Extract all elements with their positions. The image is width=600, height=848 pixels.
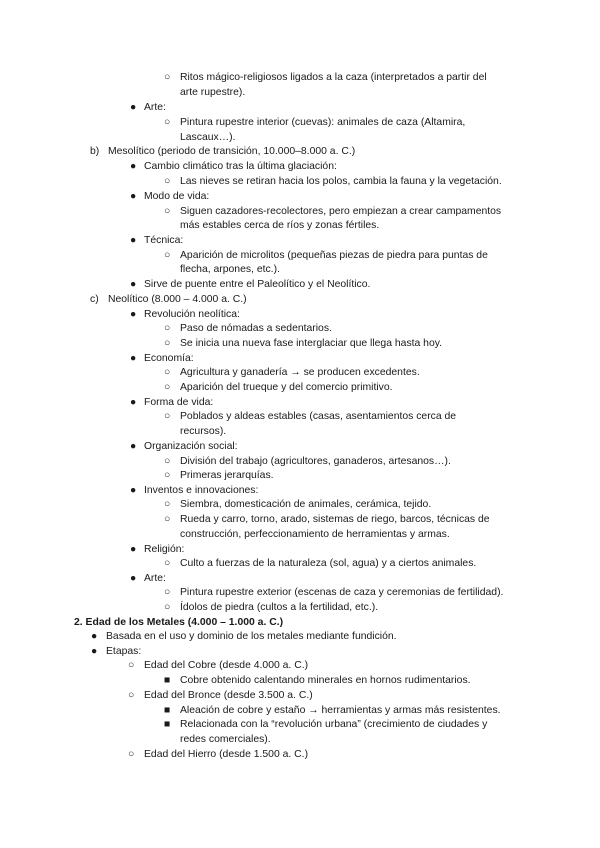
circle-bullet-icon: ○ xyxy=(164,382,171,393)
list-item: Arte: xyxy=(144,573,166,584)
list-item: Edad del Hierro (desde 1.500 a. C.) xyxy=(144,749,309,760)
section-heading: Mesolítico (periodo de transición, 10.000–8.000 a. C.) xyxy=(108,146,356,157)
list-item: Etapas: xyxy=(106,646,142,657)
square-bullet-icon: ■ xyxy=(164,675,171,686)
list-item: Se inicia una nueva fase interglaciar que llega hasta hoy. xyxy=(180,338,443,349)
disc-bullet-icon: ● xyxy=(130,191,137,202)
circle-bullet-icon: ○ xyxy=(128,660,135,671)
circle-bullet-icon: ○ xyxy=(164,456,171,467)
list-item: Organización social: xyxy=(144,441,238,452)
circle-bullet-icon: ○ xyxy=(164,514,171,525)
list-item-continuation: más estables cerca de ríos y zonas fértiles. xyxy=(180,220,380,231)
list-item: Técnica: xyxy=(144,235,184,246)
disc-bullet-icon: ● xyxy=(130,279,137,290)
list-item: Forma de vida: xyxy=(144,397,214,408)
list-item: Cobre obtenido calentando minerales en hornos rudimentarios. xyxy=(180,675,471,686)
list-item: Religión: xyxy=(144,544,185,555)
section-heading: Neolítico (8.000 – 4.000 a. C.) xyxy=(108,294,247,305)
circle-bullet-icon: ○ xyxy=(164,499,171,510)
list-item: Aparición de microlitos (pequeñas piezas de piedra para puntas de xyxy=(180,250,488,261)
list-item: Cambio climático tras la última glaciación: xyxy=(144,161,337,172)
list-item: Pintura rupestre interior (cuevas): animales de caza (Altamira, xyxy=(180,117,466,128)
list-item: Poblados y aldeas estables (casas, asentamientos cerca de xyxy=(180,411,457,422)
disc-bullet-icon: ● xyxy=(130,397,137,408)
list-item-continuation: redes comerciales). xyxy=(180,734,271,745)
list-item: Economía: xyxy=(144,353,194,364)
circle-bullet-icon: ○ xyxy=(128,749,135,760)
square-bullet-icon: ■ xyxy=(164,719,171,730)
circle-bullet-icon: ○ xyxy=(164,72,171,83)
list-item: Arte: xyxy=(144,102,166,113)
circle-bullet-icon: ○ xyxy=(164,411,171,422)
circle-bullet-icon: ○ xyxy=(164,470,171,481)
list-item: Sirve de puente entre el Paleolítico y el Neolítico. xyxy=(144,279,371,290)
list-item: División del trabajo (agricultores, ganaderos, artesanos…). xyxy=(180,456,451,467)
list-item: Basada en el uso y dominio de los metales mediante fundición. xyxy=(106,631,397,642)
list-item: Edad del Bronce (desde 3.500 a. C.) xyxy=(144,690,313,701)
circle-bullet-icon: ○ xyxy=(164,367,171,378)
circle-bullet-icon: ○ xyxy=(164,558,171,569)
circle-bullet-icon: ○ xyxy=(164,206,171,217)
list-item: Rueda y carro, torno, arado, sistemas de riego, barcos, técnicas de xyxy=(180,514,490,525)
list-item: Aparición del trueque y del comercio primitivo. xyxy=(180,382,393,393)
circle-bullet-icon: ○ xyxy=(164,250,171,261)
disc-bullet-icon: ● xyxy=(130,309,137,320)
list-item: Edad del Cobre (desde 4.000 a. C.) xyxy=(144,660,309,671)
list-item: Ritos mágico-religiosos ligados a la caza (interpretados a partir del xyxy=(180,72,487,83)
list-item: Siembra, domesticación de animales, cerámica, tejido. xyxy=(180,499,432,510)
disc-bullet-icon: ● xyxy=(91,631,98,642)
circle-bullet-icon: ○ xyxy=(164,323,171,334)
disc-bullet-icon: ● xyxy=(130,485,137,496)
list-item: Pintura rupestre exterior (escenas de caza y ceremonias de fertilidad). xyxy=(180,587,504,598)
list-item-continuation: arte rupestre). xyxy=(180,87,246,98)
disc-bullet-icon: ● xyxy=(130,544,137,555)
list-item-continuation: flecha, arpones, etc.). xyxy=(180,264,280,275)
list-item: Culto a fuerzas de la naturaleza (sol, agua) y a ciertos animales. xyxy=(180,558,477,569)
disc-bullet-icon: ● xyxy=(130,235,137,246)
list-item: Ídolos de piedra (cultos a la fertilidad, etc.). xyxy=(180,602,379,613)
list-item-continuation: construcción, perfeccionamiento de herramientas y armas. xyxy=(180,529,450,540)
circle-bullet-icon: ○ xyxy=(164,602,171,613)
disc-bullet-icon: ● xyxy=(91,646,98,657)
circle-bullet-icon: ○ xyxy=(164,176,171,187)
list-item: Inventos e innovaciones: xyxy=(144,485,259,496)
list-item: Las nieves se retiran hacia los polos, cambia la fauna y la vegetación. xyxy=(180,176,502,187)
list-item: Aleación de cobre y estaño → herramientas y armas más resistentes. xyxy=(180,705,501,716)
list-marker: c) xyxy=(90,294,99,305)
list-item: Paso de nómadas a sedentarios. xyxy=(180,323,332,334)
circle-bullet-icon: ○ xyxy=(164,338,171,349)
square-bullet-icon: ■ xyxy=(164,705,171,716)
circle-bullet-icon: ○ xyxy=(164,587,171,598)
list-item: Siguen cazadores-recolectores, pero empiezan a crear campamentos xyxy=(180,206,502,217)
disc-bullet-icon: ● xyxy=(130,161,137,172)
list-item: Modo de vida: xyxy=(144,191,210,202)
circle-bullet-icon: ○ xyxy=(128,690,135,701)
circle-bullet-icon: ○ xyxy=(164,117,171,128)
list-item-continuation: Lascaux…). xyxy=(180,132,236,143)
disc-bullet-icon: ● xyxy=(130,573,137,584)
list-marker: b) xyxy=(90,146,100,157)
list-item: Relacionada con la “revolución urbana” (crecimiento de ciudades y xyxy=(180,719,488,730)
list-item: Agricultura y ganadería → se producen excedentes. xyxy=(180,367,420,378)
list-item-continuation: recursos). xyxy=(180,426,227,437)
section-heading: 2. Edad de los Metales (4.000 – 1.000 a. C.) xyxy=(74,617,284,628)
list-item: Revolución neolítica: xyxy=(144,309,240,320)
disc-bullet-icon: ● xyxy=(130,353,137,364)
disc-bullet-icon: ● xyxy=(130,441,137,452)
list-item: Primeras jerarquías. xyxy=(180,470,274,481)
disc-bullet-icon: ● xyxy=(130,102,137,113)
